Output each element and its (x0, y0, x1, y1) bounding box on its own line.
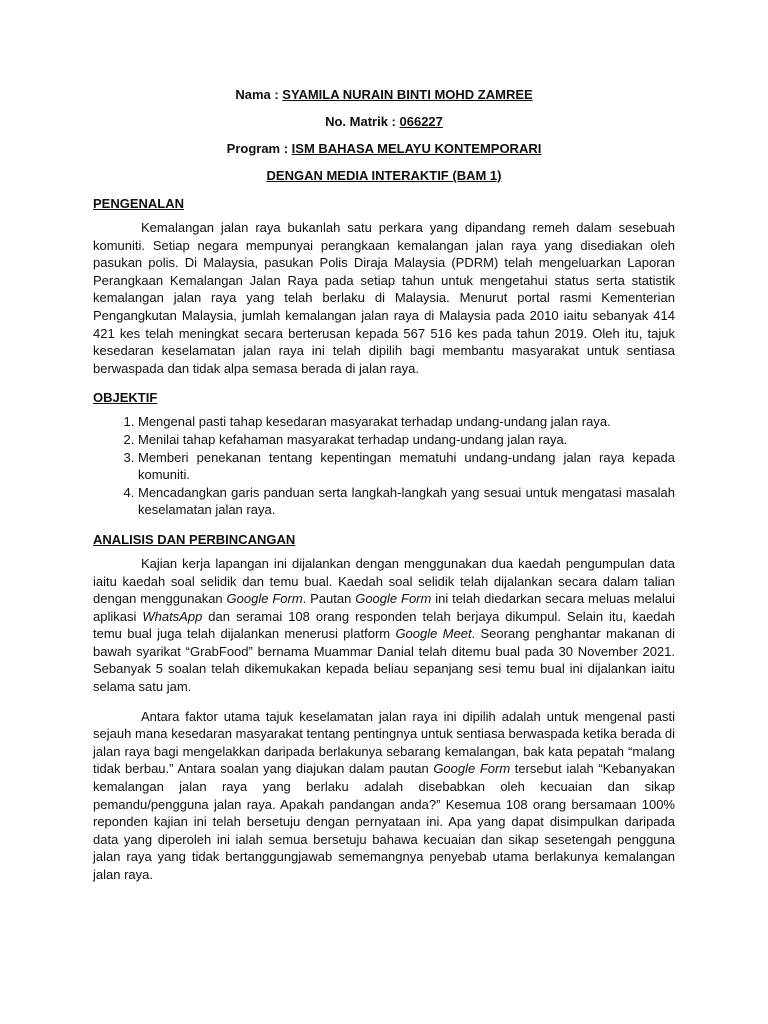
pengenalan-paragraph: Kemalangan jalan raya bukanlah satu perkara yang dipandang remeh dalam sesebuah komuniti. Setiap negara mempunyai perangkaan kemalangan jalan raya yang disediakan oleh pasukan polis. Di Malaysia, pasukan Polis Diraja Malaysia (PDRM) telah mengeluarkan Laporan Perangkaan Kemalangan Jalan Raya pada setiap tahun untuk mengetahui status serta statistik kemalangan jalan raya yang telah berlaku di Malaysia. Menurut portal rasmi Kementerian Pengangkutan Malaysia, jumlah kemalangan jalan raya di Malaysia pada 2010 iaitu sebanyak 414 421 kes telah meningkat secara berterusan kepada 567 516 kes pada tahun 2019. Oleh itu, tajuk kesedaran keselamatan jalan raya ini telah dipilih bagi membantu masyarakat untuk sentiasa berwaspada dan tidak alpa semasa berada di jalan raya. (93, 220, 675, 376)
objektif-item: 1. Mengenal pasti tahap kesedaran masyarakat terhadap undang-undang jalan raya. (138, 413, 675, 431)
google-form-term: Google Form (226, 591, 303, 607)
matric-line (93, 113, 675, 131)
analisis-paragraph-2: Antara faktor utama tajuk keselamatan jalan raya ini dipilih adalah untuk mengenal pasti sejauh mana kesedaran masyarakat tentang pentingnya untuk sentiasa berwaspada ketika berada di jalan raya bagi mengelakkan daripada berlakunya sebarang kemalangan, bak kata pepatah “malang tidak berbau.” Antara soalan yang diajukan dalam pautan Google Form tersebut ialah “Kebanyakan kemalangan jalan raya yang berlaku adalah disebabkan oleh kecuaian dan sikap pemandu/pengguna jalan raya. Apakah pandangan anda?” Kesemua 108 orang bersamaan 100% reponden kajian ini telah bersetuju dengan pernyataan ini. Apa yang dapat disimpulkan daripada data yang diperoleh ini ialah semua bersetuju bahawa kecuaian dan sikap sesetengah pengguna jalan raya yang tidak bertanggungjawab sememangnya penyebab utama berlakunya kemalangan jalan raya. (93, 708, 675, 882)
objektif-item: 2. Menilai tahap kefahaman masyarakat terhadap undang-undang jalan raya. (138, 431, 675, 449)
objektif-heading: OBJEKTIF (93, 390, 158, 406)
name-label: Nama : (235, 87, 283, 102)
google-meet-term: Google Meet (395, 626, 472, 642)
name-value: SYAMILA NURAIN BINTI MOHD ZAMREE (282, 87, 533, 102)
program-label: Program : (226, 141, 292, 156)
program-value-line2: DENGAN MEDIA INTERAKTIF (BAM 1) (266, 168, 502, 183)
objektif-list (93, 413, 675, 519)
google-form-term: Google Form (355, 591, 432, 607)
analisis-heading: ANALISIS DAN PERBINCANGAN (93, 531, 296, 547)
matric-label: No. Matrik : (325, 114, 400, 129)
matric-value: 066227 (399, 114, 443, 129)
whatsapp-term: WhatsApp (142, 608, 203, 624)
program-line (93, 140, 675, 158)
program-value-line1: ISM BAHASA MELAYU KONTEMPORARI (291, 141, 542, 156)
objektif-item: 3. Memberi penekanan tentang kepentingan mematuhi undang-undang jalan raya kepada komuniti. (138, 449, 675, 484)
name-line (93, 86, 675, 104)
analisis-paragraph-1: Kajian kerja lapangan ini dijalankan dengan menggunakan dua kaedah pengumpulan data iaitu kaedah soal selidik dan temu bual. Kaedah soal selidik telah dijalankan secara dalam talian dengan menggunakan Google Form. Pautan Google Form ini telah diedarkan secara meluas melalui aplikasi WhatsApp dan seramai 108 orang responden telah berjaya dikumpul. Selain itu, kaedah temu bual juga telah dijalankan menerusi platform Google Meet. Seorang penghantar makanan di bawah syarikat “GrabFood” bernama Muammar Danial telah ditemu bual pada 30 November 2021. Sebanyak 5 soalan telah dikemukakan kepada beliau sepanjang sesi temu bual ini dijalankan iaitu selama satu jam. (93, 555, 675, 695)
google-form-term: Google Form (433, 761, 511, 777)
program-line-2 (93, 167, 675, 185)
pengenalan-heading: PENGENALAN (93, 196, 185, 211)
objektif-item: 4. Mencadangkan garis panduan serta langkah-langkah yang sesuai untuk mengatasi masalah keselamatan jalan raya. (138, 484, 675, 519)
